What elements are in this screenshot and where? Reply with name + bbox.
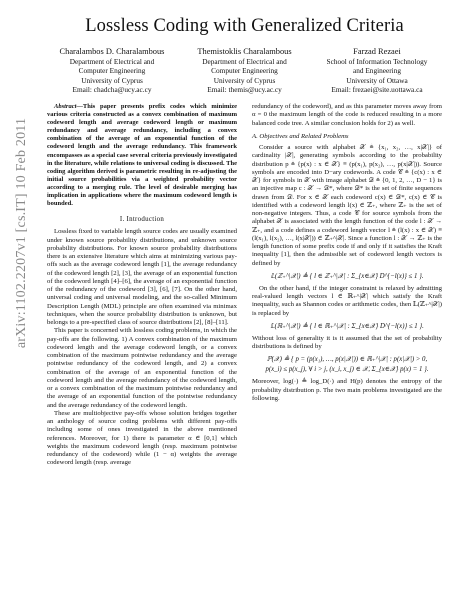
abstract-lead: Abstract [54,103,77,111]
abstract [47,103,237,208]
author-affiliation: School of Information Technology [326,57,428,67]
author-affiliation: Computer Engineering [78,66,146,76]
equation: p(x_i) ≤ p(x_j), ∀ i > j, (x_i, x_j) ∈ 𝒳, Σ_{x∈𝒳} p(x) = 1 }. [265,366,429,374]
subsection-title: A. Objectives and Related Problems [252,132,349,140]
paper-page [47,16,442,468]
author-block [47,47,442,94]
paragraph: On the other hand, if the integer constraint is relaxed by admitting real-valued length vectors l ∈ ℝ₊^|𝒳| which satisfy the Kraft inequality, such as Shannon codes or arithmetic codes, then 𝕃(ℤ₊^|𝒳|) is replaced by [252,284,442,317]
equation: ℙ(𝒳) ≜ { p = (p(x₁), …, p(x|𝒳|)) ∈ ℝ₊^|𝒳| : p(x|𝒳|) > 0, [266,356,428,364]
author-2 [180,47,310,94]
paragraph: redundancy of the codeword), and as this parameter moves away from α = 0 the maximum length of the code is reduced resulting in a more balanced code tree. A similar conclusion holds for 2) as well. [252,103,442,127]
paragraph: Moreover, log(·) ≜ log_D(·) and H(p) denotes the entropy of the probability distribution p. The two main problems investigated are the following. [252,378,442,402]
paragraph: These are multiobjective pay-offs whose solution bridges together an anthology of source coding problems with different pay-offs including some of ones investigated in the above mentioned references. Moreover, for 1) there is parameter α ∈ [0,1] which weights the maximum codeword length (resp. maximum pointwise redundancy of the codeword) while (1 − α) weights the average codeword length (resp. average [47,409,237,467]
paragraph: Without loss of generality it is it assumed that the set of probability distributions is defined by [252,334,442,351]
author-affiliation: Department of Electrical and [69,57,155,67]
paragraph: This paper is concerned with lossless coding problems, in which the pay-offs are the following. 1) A convex combination of the maximum codeword length and the average codeword length, or a convex combination of the maximum pointwise redundancy and the average pointwise redundancy of the codeword length, and 2) a convex combination of the average of an exponential function of the codeword length and the average redundancy of the codeword length, or a convex combination of the maximum pointwise redundancy and the average of an exponential function of the pointwise redundancy and the average redundancy of the codeword length. [47,327,237,409]
right-column [252,103,442,468]
paper-title: Lossless Coding with Generalized Criteria [85,16,404,36]
equation: 𝕃(ℤ₊^|𝒳|) ≜ { l ∈ ℤ₊^|𝒳| : Σ_{x∈𝒳} D^{−l(x)} ≤ 1 }. [270,272,424,280]
author-1 [47,47,177,94]
abstract-text: —This paper presents prefix codes which minimize various criteria constructed as a convex combination of maximum codeword length and average codeword length or maximum redundancy and average redundancy, including a convex combination of the average of an exponential function of the codeword length and the average redundancy. This framework encompasses as a special case several criteria previously investigated in the literature, while relations to universal coding is discussed. The coding algorithm derived is parametric resulting in re-adjusting the initial source probabilities via a weighted probability vector according to a merging rule. The level of desirable merging has implication in applications where the maximum codeword length is bounded. [47,103,237,208]
section-title: I. Introduction [119,216,165,224]
author-email: Email: frezaei@site.uottawa.ca [331,84,423,94]
two-column-body [47,103,442,468]
paragraph: Lossless fixed to variable length source codes are usually examined under known source probability distributions, and unknown source probability distributions. For known source probability distributions there is an extensive literature which aims at minimizing various pay-offs such as the average codeword length [1], the average redundancy of the codeword length [2], [3], the average of an exponential function of the codeword length [4]–[6], the average of an exponential function of the redundancy of the codeword [3], [6], [7]. On the other hand, universal coding and universal modeling, and the so-called Minimum Description Length (MDL) principle are often examined via minimax techniques, when the source probability distribution is unknown, but belongs to a pre-specified class of source distributions [2], [8]–[11]. [47,228,237,327]
left-column [47,103,237,468]
arxiv-stamp: arXiv:1102.2207v1 [cs.IT] 10 Feb 2011 [14,117,29,349]
author-3 [312,47,442,94]
author-affiliation: Computer Engineering [211,66,278,76]
equation: 𝕃(ℝ₊^|𝒳|) ≜ { l ∈ ℝ₊^|𝒳| : Σ_{x∈𝒳} D^{−l(x)} ≤ 1 }. [270,322,424,330]
author-affiliation: University of Cyprus [213,75,276,85]
author-affiliation: Department of Electrical and [202,57,287,67]
paragraph: Consider a source with alphabet 𝒳 ≜ {x₁, x₂, …, x|𝒳|} of cardinality |𝒳|, generating symbols according to the probability distribution p ≜ {p(x) : x ∈ 𝒳} ≡ (p(x₁), p(x₂), …, p(x|𝒳|)). Source symbols are encoded into D−ary codewords. A code 𝒞 ≜ {c(x) : x ∈ 𝒳} for symbols in 𝒳 with image alphabet 𝒟 ≜ {0, 1, 2, …, D − 1} is an injective map c : 𝒳 → 𝒟*, where 𝒟* is the set of finite sequences drawn from 𝒟. For x ∈ 𝒳 each codeword c(x) ∈ 𝒟*, c(x) ∈ 𝒞 is identified with a codeword length l(x) ∈ ℤ₊, where ℤ₊ is the set of non-negative integers. Thus, a code 𝒞 for source symbols from the alphabet 𝒳 is associated with the length function of the code l : 𝒳 → ℤ₊, and a code defines a codeword length vector l ≜ (l(x) : x ∈ 𝒳) ≡ (l(x₁), l(x₂), …, l(x|𝒳|)) ∈ ℤ₊^|𝒳|. Since a function l : 𝒳 → ℤ₊ is the length function of some prefix code if and only if it satisfies the Kraft inequality [1], then the admissible set of codeword length vectors is defined by [252,144,442,267]
author-affiliation: University of Cyprus [81,75,143,85]
author-email: Email: themis@ucy.ac.cy [207,84,282,94]
author-email: Email: chadcha@ucy.ac.cy [72,84,152,94]
author-name: Charalambos D. Charalambous [59,47,165,56]
author-affiliation: University of Ottawa [346,75,408,85]
author-affiliation: and Engineering [352,66,402,76]
author-name: Farzad Rezaei [353,47,401,56]
author-name: Themistoklis Charalambous [197,47,292,56]
